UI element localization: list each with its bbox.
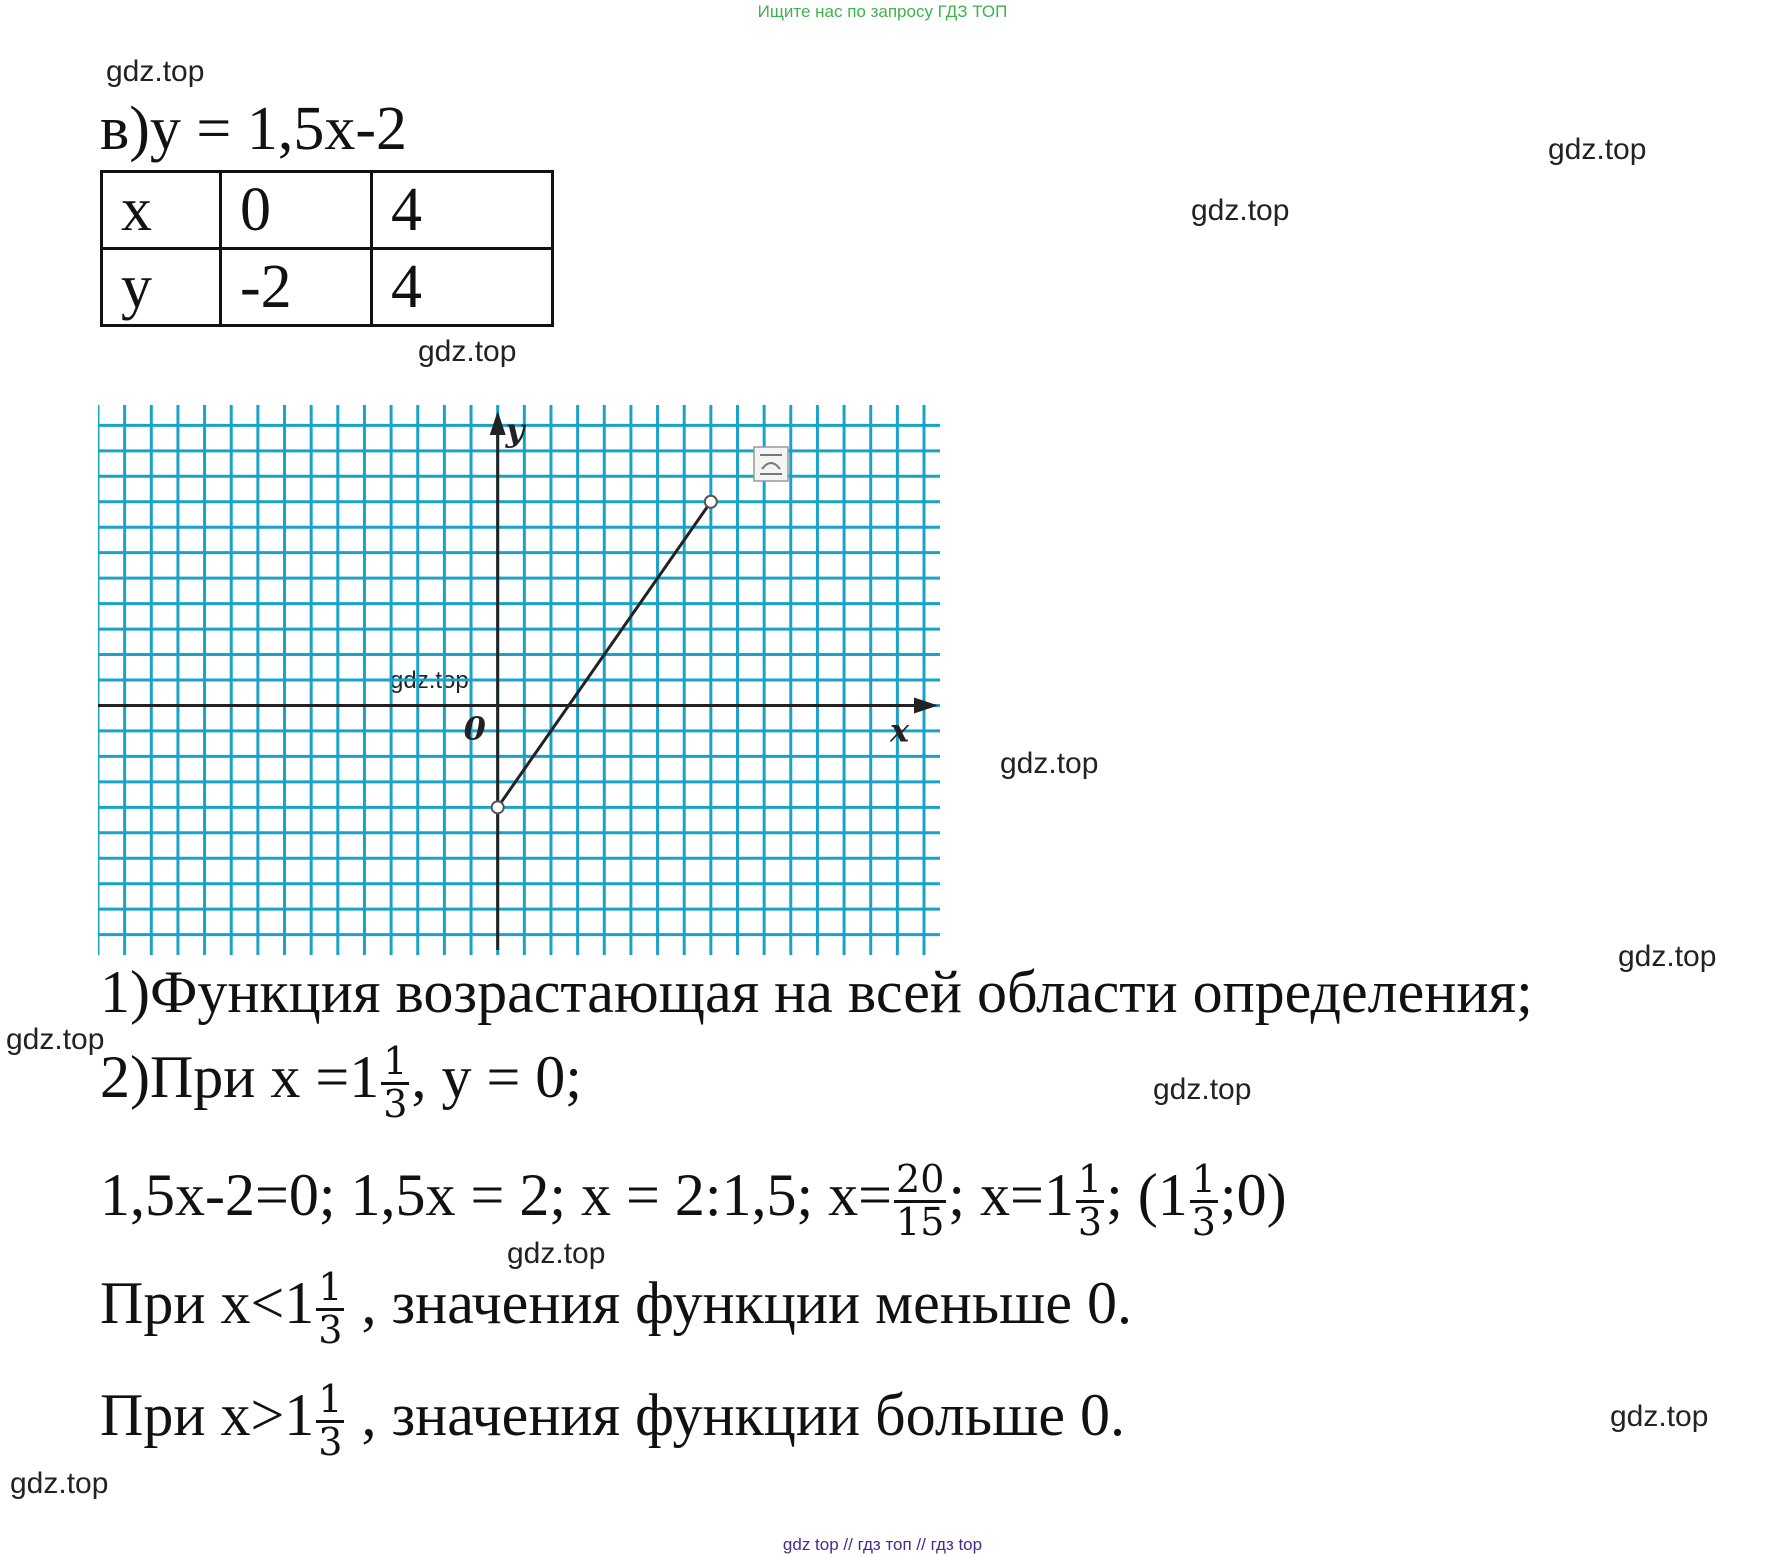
numerator: 1 — [1191, 1157, 1216, 1201]
function-formula: в)у = 1,5х-2 — [100, 95, 408, 163]
denominator: 3 — [1191, 1199, 1216, 1244]
statement-text: , у = 0; — [411, 1044, 582, 1111]
statement-less — [100, 1265, 1133, 1352]
watermark: gdz.top — [1153, 1073, 1252, 1106]
watermark: gdz.top — [1610, 1400, 1709, 1433]
fraction-one-third — [316, 1265, 344, 1352]
watermark: gdz.top — [507, 1237, 606, 1270]
numerator: 1 — [383, 1039, 408, 1083]
table-row — [102, 172, 553, 249]
y-axis-label: y — [505, 411, 525, 449]
table-cell: -2 — [221, 249, 372, 326]
table-cell: 4 — [372, 172, 553, 249]
numerator: 20 — [896, 1157, 945, 1201]
watermark: gdz.top — [390, 667, 469, 694]
fraction-twenty-fifteenths — [894, 1157, 946, 1244]
fraction-one-third — [381, 1039, 409, 1126]
table-row — [102, 249, 553, 326]
y-axis-arrow — [490, 411, 506, 435]
text-wrap-icon[interactable] — [754, 447, 788, 481]
watermark: gdz.top — [1191, 194, 1290, 227]
row-label: х — [102, 172, 221, 249]
watermark: gdz.top — [6, 1023, 105, 1056]
statement-text: 2)При х =1 — [100, 1044, 380, 1111]
equation-text: ; х=1 — [948, 1162, 1074, 1229]
fraction-one-third — [1190, 1157, 1218, 1244]
equation-text: ; (1 — [1106, 1162, 1188, 1229]
watermark: gdz.top — [1548, 133, 1647, 166]
watermark: gdz.top — [106, 55, 205, 88]
function-graph — [98, 405, 940, 955]
numerator: 1 — [318, 1377, 343, 1421]
statement-1: 1)Функция возрастающая на всей области определения; — [100, 959, 1533, 1025]
statement-2 — [100, 1039, 582, 1126]
table-cell: 0 — [221, 172, 372, 249]
x-axis-label: x — [890, 711, 910, 750]
denominator: 3 — [383, 1081, 408, 1126]
watermark: gdz.top — [10, 1467, 109, 1500]
graph-point — [705, 496, 717, 508]
watermark: gdz.top — [1618, 940, 1717, 973]
equation-text: 1,5х-2=0; 1,5х = 2; х = 2:1,5; х= — [100, 1162, 893, 1229]
value-table — [100, 170, 554, 327]
x-axis-arrow — [914, 697, 938, 713]
equation-text: ;0) — [1219, 1162, 1287, 1229]
fraction-one-third — [316, 1377, 344, 1464]
statement-text: При х>1 — [100, 1382, 315, 1449]
numerator: 1 — [1077, 1157, 1103, 1201]
statement-greater — [100, 1377, 1125, 1464]
numerator: 1 — [318, 1265, 343, 1309]
denominator: 3 — [1077, 1199, 1103, 1244]
origin-label: 0 — [463, 709, 486, 748]
top-banner[interactable]: Ищите нас по запросу ГДЗ ТОП — [757, 2, 1008, 21]
row-label: у — [102, 249, 221, 326]
table-cell: 4 — [372, 249, 553, 326]
watermark: gdz.top — [418, 335, 517, 368]
denominator: 15 — [896, 1199, 945, 1244]
grid — [98, 405, 940, 955]
statement-text: При х<1 — [100, 1270, 315, 1337]
denominator: 3 — [318, 1307, 343, 1352]
denominator: 3 — [318, 1419, 343, 1464]
bottom-links[interactable]: gdz top // гдз топ // гдз top — [782, 1535, 983, 1554]
fraction-one-third — [1076, 1157, 1104, 1244]
graph-point — [492, 801, 504, 813]
equation-line — [100, 1157, 1287, 1244]
watermark: gdz.top — [1000, 747, 1099, 780]
statement-text: , значения функции больше 0. — [346, 1382, 1125, 1449]
statement-text: , значения функции меньше 0. — [346, 1270, 1133, 1337]
